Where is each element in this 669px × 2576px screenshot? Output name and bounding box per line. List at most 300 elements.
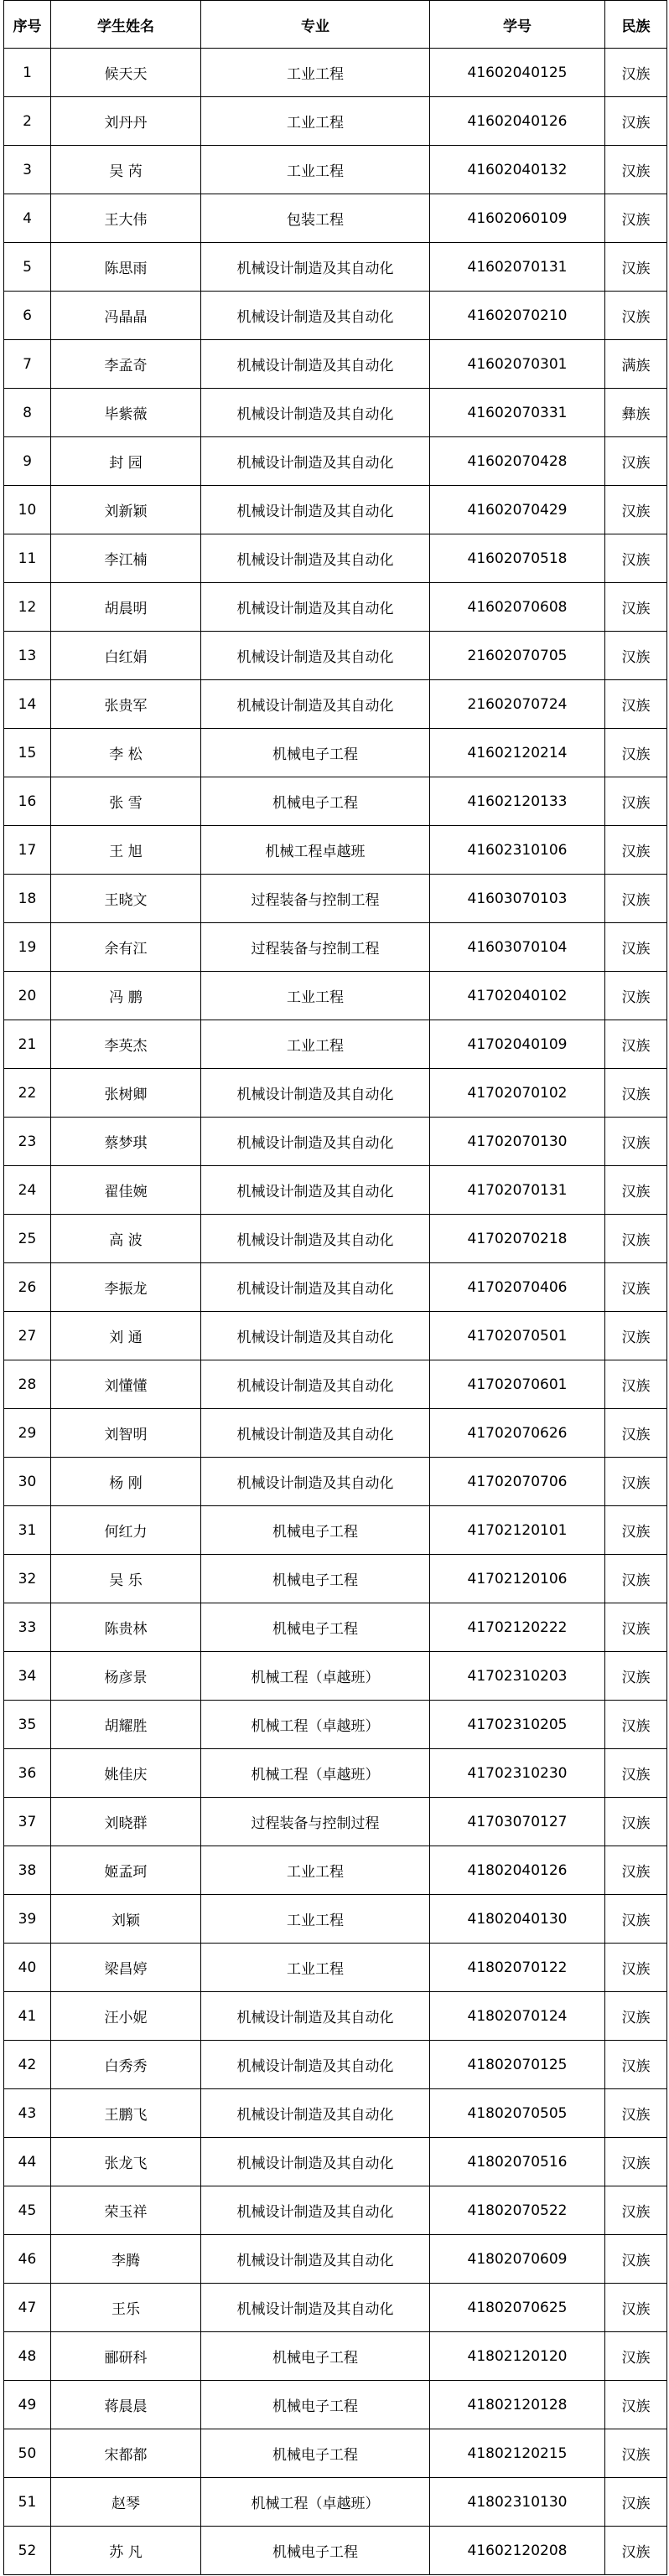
cell-index: 29 <box>4 1409 51 1458</box>
cell-index: 26 <box>4 1263 51 1312</box>
cell-major: 工业工程 <box>201 49 430 97</box>
cell-student-id: 41602070331 <box>430 389 605 437</box>
header-name: 学生姓名 <box>51 1 201 49</box>
cell-student-id: 41802070522 <box>430 2186 605 2235</box>
cell-index: 34 <box>4 1652 51 1701</box>
table-row <box>4 972 667 1020</box>
cell-name: 冯 鹏 <box>51 972 201 1020</box>
cell-ethnicity: 汉族 <box>605 875 667 923</box>
cell-index: 28 <box>4 1360 51 1409</box>
cell-ethnicity: 汉族 <box>605 1312 667 1360</box>
cell-index: 4 <box>4 194 51 243</box>
cell-major: 机械设计制造及其自动化 <box>201 243 430 292</box>
header-student-id: 学号 <box>430 1 605 49</box>
table-row <box>4 437 667 486</box>
cell-ethnicity: 汉族 <box>605 486 667 534</box>
table-row <box>4 777 667 826</box>
cell-major: 机械电子工程 <box>201 1506 430 1555</box>
table-row <box>4 243 667 292</box>
cell-major: 工业工程 <box>201 1895 430 1944</box>
cell-ethnicity: 汉族 <box>605 583 667 632</box>
cell-student-id: 41703070127 <box>430 1798 605 1846</box>
cell-major: 机械设计制造及其自动化 <box>201 2089 430 2138</box>
cell-name: 李孟奇 <box>51 340 201 389</box>
cell-student-id: 41702070218 <box>430 1215 605 1263</box>
cell-major: 机械电子工程 <box>201 2527 430 2575</box>
cell-index: 7 <box>4 340 51 389</box>
cell-name: 陈思雨 <box>51 243 201 292</box>
cell-name: 杨彦景 <box>51 1652 201 1701</box>
cell-ethnicity: 汉族 <box>605 1846 667 1895</box>
table-row <box>4 146 667 194</box>
table-row <box>4 389 667 437</box>
cell-student-id: 41602120214 <box>430 729 605 777</box>
cell-name: 吴 芮 <box>51 146 201 194</box>
cell-ethnicity: 汉族 <box>605 1992 667 2041</box>
table-row <box>4 2332 667 2381</box>
cell-major: 机械设计制造及其自动化 <box>201 2186 430 2235</box>
cell-name: 何红力 <box>51 1506 201 1555</box>
cell-major: 机械设计制造及其自动化 <box>201 583 430 632</box>
cell-major: 机械电子工程 <box>201 1555 430 1603</box>
cell-name: 张贵军 <box>51 680 201 729</box>
cell-major: 机械设计制造及其自动化 <box>201 389 430 437</box>
cell-ethnicity: 汉族 <box>605 1701 667 1749</box>
cell-major: 机械电子工程 <box>201 729 430 777</box>
cell-name: 荣玉祥 <box>51 2186 201 2235</box>
cell-major: 机械工程卓越班 <box>201 826 430 875</box>
cell-index: 44 <box>4 2138 51 2186</box>
cell-index: 40 <box>4 1944 51 1992</box>
cell-index: 2 <box>4 97 51 146</box>
cell-ethnicity: 汉族 <box>605 2381 667 2429</box>
cell-major: 机械电子工程 <box>201 2429 430 2478</box>
cell-index: 36 <box>4 1749 51 1798</box>
cell-index: 38 <box>4 1846 51 1895</box>
header-index: 序号 <box>4 1 51 49</box>
cell-index: 3 <box>4 146 51 194</box>
cell-ethnicity: 汉族 <box>605 2527 667 2575</box>
cell-name: 李 松 <box>51 729 201 777</box>
cell-name: 姬孟珂 <box>51 1846 201 1895</box>
cell-student-id: 41602040132 <box>430 146 605 194</box>
cell-name: 王乐 <box>51 2284 201 2332</box>
cell-major: 机械设计制造及其自动化 <box>201 340 430 389</box>
cell-ethnicity: 汉族 <box>605 1069 667 1118</box>
cell-student-id: 41702310203 <box>430 1652 605 1701</box>
cell-ethnicity: 彝族 <box>605 389 667 437</box>
cell-student-id: 21602070724 <box>430 680 605 729</box>
cell-index: 27 <box>4 1312 51 1360</box>
cell-index: 5 <box>4 243 51 292</box>
cell-index: 13 <box>4 632 51 680</box>
cell-ethnicity: 汉族 <box>605 1798 667 1846</box>
table-row <box>4 1652 667 1701</box>
table-row <box>4 680 667 729</box>
cell-ethnicity: 汉族 <box>605 1409 667 1458</box>
table-row <box>4 1069 667 1118</box>
cell-ethnicity: 汉族 <box>605 680 667 729</box>
cell-major: 机械设计制造及其自动化 <box>201 1312 430 1360</box>
cell-name: 蒋晨晨 <box>51 2381 201 2429</box>
cell-name: 蔡梦琪 <box>51 1118 201 1166</box>
table-row <box>4 292 667 340</box>
cell-major: 过程装备与控制过程 <box>201 1798 430 1846</box>
header-major: 专业 <box>201 1 430 49</box>
table-row <box>4 1701 667 1749</box>
cell-student-id: 41702120106 <box>430 1555 605 1603</box>
header-ethnicity: 民族 <box>605 1 667 49</box>
cell-name: 姚佳庆 <box>51 1749 201 1798</box>
cell-major: 机械设计制造及其自动化 <box>201 2284 430 2332</box>
cell-student-id: 41802040126 <box>430 1846 605 1895</box>
cell-ethnicity: 汉族 <box>605 632 667 680</box>
cell-student-id: 41802070124 <box>430 1992 605 2041</box>
table-row <box>4 1166 667 1215</box>
cell-ethnicity: 汉族 <box>605 1020 667 1069</box>
cell-ethnicity: 汉族 <box>605 1166 667 1215</box>
cell-major: 机械设计制造及其自动化 <box>201 292 430 340</box>
cell-major: 工业工程 <box>201 146 430 194</box>
cell-major: 机械设计制造及其自动化 <box>201 2235 430 2284</box>
cell-index: 11 <box>4 534 51 583</box>
cell-student-id: 41802070122 <box>430 1944 605 1992</box>
cell-student-id: 41603070103 <box>430 875 605 923</box>
table-row <box>4 1603 667 1652</box>
cell-student-id: 41802310130 <box>430 2478 605 2527</box>
cell-name: 梁昌婷 <box>51 1944 201 1992</box>
cell-ethnicity: 汉族 <box>605 146 667 194</box>
cell-index: 45 <box>4 2186 51 2235</box>
cell-ethnicity: 汉族 <box>605 2186 667 2235</box>
cell-name: 刘 通 <box>51 1312 201 1360</box>
cell-major: 机械设计制造及其自动化 <box>201 1458 430 1506</box>
cell-name: 高 波 <box>51 1215 201 1263</box>
cell-index: 10 <box>4 486 51 534</box>
cell-ethnicity: 汉族 <box>605 2284 667 2332</box>
table-row <box>4 1360 667 1409</box>
cell-name: 刘智明 <box>51 1409 201 1458</box>
cell-index: 23 <box>4 1118 51 1166</box>
cell-student-id: 41602120208 <box>430 2527 605 2575</box>
cell-student-id: 41602040125 <box>430 49 605 97</box>
cell-index: 51 <box>4 2478 51 2527</box>
cell-major: 机械工程（卓越班） <box>201 1652 430 1701</box>
cell-major: 机械设计制造及其自动化 <box>201 1118 430 1166</box>
cell-major: 机械设计制造及其自动化 <box>201 1166 430 1215</box>
cell-name: 胡耀胜 <box>51 1701 201 1749</box>
cell-index: 24 <box>4 1166 51 1215</box>
cell-major: 机械设计制造及其自动化 <box>201 534 430 583</box>
cell-index: 49 <box>4 2381 51 2429</box>
cell-name: 王晓文 <box>51 875 201 923</box>
cell-name: 张龙飞 <box>51 2138 201 2186</box>
cell-major: 机械设计制造及其自动化 <box>201 1992 430 2041</box>
cell-student-id: 41602060109 <box>430 194 605 243</box>
cell-ethnicity: 汉族 <box>605 1944 667 1992</box>
cell-student-id: 41802070625 <box>430 2284 605 2332</box>
cell-ethnicity: 汉族 <box>605 1506 667 1555</box>
student-table <box>3 0 667 2575</box>
cell-name: 刘晓群 <box>51 1798 201 1846</box>
cell-ethnicity: 汉族 <box>605 2041 667 2089</box>
table-row <box>4 2138 667 2186</box>
cell-student-id: 41602310106 <box>430 826 605 875</box>
cell-index: 8 <box>4 389 51 437</box>
cell-ethnicity: 汉族 <box>605 826 667 875</box>
cell-student-id: 41602070131 <box>430 243 605 292</box>
cell-index: 30 <box>4 1458 51 1506</box>
cell-student-id: 41802120215 <box>430 2429 605 2478</box>
cell-index: 31 <box>4 1506 51 1555</box>
cell-student-id: 41702070501 <box>430 1312 605 1360</box>
cell-index: 47 <box>4 2284 51 2332</box>
cell-name: 余有江 <box>51 923 201 972</box>
cell-index: 43 <box>4 2089 51 2138</box>
table-row <box>4 923 667 972</box>
table-row <box>4 2089 667 2138</box>
cell-ethnicity: 汉族 <box>605 2138 667 2186</box>
cell-index: 19 <box>4 923 51 972</box>
cell-index: 46 <box>4 2235 51 2284</box>
cell-index: 6 <box>4 292 51 340</box>
cell-major: 机械电子工程 <box>201 777 430 826</box>
cell-major: 机械工程（卓越班） <box>201 1749 430 1798</box>
cell-student-id: 41802070505 <box>430 2089 605 2138</box>
cell-index: 37 <box>4 1798 51 1846</box>
cell-index: 21 <box>4 1020 51 1069</box>
cell-ethnicity: 汉族 <box>605 2332 667 2381</box>
cell-major: 机械设计制造及其自动化 <box>201 437 430 486</box>
cell-ethnicity: 汉族 <box>605 1215 667 1263</box>
cell-name: 刘懂懂 <box>51 1360 201 1409</box>
cell-index: 50 <box>4 2429 51 2478</box>
table-row <box>4 632 667 680</box>
cell-name: 刘丹丹 <box>51 97 201 146</box>
cell-index: 14 <box>4 680 51 729</box>
cell-name: 毕紫薇 <box>51 389 201 437</box>
cell-ethnicity: 汉族 <box>605 1603 667 1652</box>
cell-major: 机械电子工程 <box>201 2381 430 2429</box>
cell-name: 候天天 <box>51 49 201 97</box>
cell-name: 李江楠 <box>51 534 201 583</box>
cell-name: 陈贵林 <box>51 1603 201 1652</box>
cell-student-id: 41602070518 <box>430 534 605 583</box>
cell-student-id: 41702310230 <box>430 1749 605 1798</box>
table-row <box>4 1020 667 1069</box>
cell-name: 刘新颖 <box>51 486 201 534</box>
cell-name: 冯晶晶 <box>51 292 201 340</box>
table-row <box>4 1312 667 1360</box>
table-row <box>4 583 667 632</box>
cell-name: 李腾 <box>51 2235 201 2284</box>
cell-student-id: 41702120101 <box>430 1506 605 1555</box>
cell-ethnicity: 汉族 <box>605 2478 667 2527</box>
cell-name: 封 园 <box>51 437 201 486</box>
cell-student-id: 41602070428 <box>430 437 605 486</box>
cell-ethnicity: 汉族 <box>605 777 667 826</box>
cell-student-id: 21602070705 <box>430 632 605 680</box>
cell-student-id: 41602070608 <box>430 583 605 632</box>
cell-name: 王鹏飞 <box>51 2089 201 2138</box>
cell-major: 工业工程 <box>201 1020 430 1069</box>
cell-student-id: 41602070429 <box>430 486 605 534</box>
cell-student-id: 41702070131 <box>430 1166 605 1215</box>
cell-major: 机械设计制造及其自动化 <box>201 1215 430 1263</box>
cell-index: 41 <box>4 1992 51 2041</box>
cell-major: 机械电子工程 <box>201 2332 430 2381</box>
cell-index: 39 <box>4 1895 51 1944</box>
cell-student-id: 41802040130 <box>430 1895 605 1944</box>
cell-student-id: 41702070706 <box>430 1458 605 1506</box>
cell-name: 汪小妮 <box>51 1992 201 2041</box>
cell-major: 机械工程（卓越班） <box>201 2478 430 2527</box>
cell-ethnicity: 汉族 <box>605 534 667 583</box>
cell-name: 赵琴 <box>51 2478 201 2527</box>
cell-student-id: 41602120133 <box>430 777 605 826</box>
table-row <box>4 1944 667 1992</box>
cell-ethnicity: 汉族 <box>605 1263 667 1312</box>
table-row <box>4 729 667 777</box>
cell-ethnicity: 汉族 <box>605 292 667 340</box>
cell-major: 机械设计制造及其自动化 <box>201 1069 430 1118</box>
table-body <box>4 49 667 2575</box>
table-row <box>4 534 667 583</box>
cell-major: 过程装备与控制工程 <box>201 923 430 972</box>
cell-major: 工业工程 <box>201 972 430 1020</box>
cell-ethnicity: 汉族 <box>605 194 667 243</box>
table-row <box>4 2284 667 2332</box>
cell-student-id: 41702310205 <box>430 1701 605 1749</box>
cell-ethnicity: 汉族 <box>605 2235 667 2284</box>
table-row <box>4 2235 667 2284</box>
cell-student-id: 41602070210 <box>430 292 605 340</box>
table-row <box>4 49 667 97</box>
table-row <box>4 2186 667 2235</box>
cell-index: 1 <box>4 49 51 97</box>
cell-major: 机械设计制造及其自动化 <box>201 680 430 729</box>
cell-name: 白秀秀 <box>51 2041 201 2089</box>
cell-major: 工业工程 <box>201 1846 430 1895</box>
table-row <box>4 875 667 923</box>
cell-student-id: 41702070102 <box>430 1069 605 1118</box>
table-row <box>4 194 667 243</box>
cell-ethnicity: 汉族 <box>605 2089 667 2138</box>
cell-name: 宋都都 <box>51 2429 201 2478</box>
cell-student-id: 41702070130 <box>430 1118 605 1166</box>
cell-name: 王大伟 <box>51 194 201 243</box>
table-row <box>4 1409 667 1458</box>
cell-student-id: 41802120128 <box>430 2381 605 2429</box>
cell-name: 翟佳婉 <box>51 1166 201 1215</box>
cell-index: 18 <box>4 875 51 923</box>
cell-name: 李英杰 <box>51 1020 201 1069</box>
cell-ethnicity: 汉族 <box>605 49 667 97</box>
cell-ethnicity: 汉族 <box>605 97 667 146</box>
cell-student-id: 41602070301 <box>430 340 605 389</box>
cell-name: 苏 凡 <box>51 2527 201 2575</box>
cell-ethnicity: 汉族 <box>605 1749 667 1798</box>
cell-index: 15 <box>4 729 51 777</box>
cell-major: 过程装备与控制工程 <box>201 875 430 923</box>
cell-index: 9 <box>4 437 51 486</box>
cell-index: 20 <box>4 972 51 1020</box>
cell-major: 工业工程 <box>201 1944 430 1992</box>
cell-ethnicity: 汉族 <box>605 1652 667 1701</box>
cell-ethnicity: 汉族 <box>605 437 667 486</box>
cell-name: 张树卿 <box>51 1069 201 1118</box>
table-row <box>4 1798 667 1846</box>
cell-student-id: 41702070601 <box>430 1360 605 1409</box>
cell-ethnicity: 汉族 <box>605 923 667 972</box>
cell-major: 机械设计制造及其自动化 <box>201 486 430 534</box>
cell-ethnicity: 满族 <box>605 340 667 389</box>
table-row <box>4 2478 667 2527</box>
table-row <box>4 1895 667 1944</box>
cell-ethnicity: 汉族 <box>605 1118 667 1166</box>
table-row <box>4 340 667 389</box>
cell-major: 机械设计制造及其自动化 <box>201 632 430 680</box>
cell-ethnicity: 汉族 <box>605 1458 667 1506</box>
cell-student-id: 41702070626 <box>430 1409 605 1458</box>
table-row <box>4 2041 667 2089</box>
table-row <box>4 1749 667 1798</box>
cell-index: 42 <box>4 2041 51 2089</box>
cell-name: 白红娟 <box>51 632 201 680</box>
table-header-row <box>4 1 667 49</box>
cell-ethnicity: 汉族 <box>605 1555 667 1603</box>
table-row <box>4 1555 667 1603</box>
cell-ethnicity: 汉族 <box>605 972 667 1020</box>
cell-major: 机械设计制造及其自动化 <box>201 2041 430 2089</box>
cell-index: 25 <box>4 1215 51 1263</box>
cell-index: 52 <box>4 2527 51 2575</box>
table-row <box>4 1846 667 1895</box>
table-row <box>4 2429 667 2478</box>
cell-major: 包装工程 <box>201 194 430 243</box>
cell-name: 胡晨明 <box>51 583 201 632</box>
table-row <box>4 486 667 534</box>
cell-index: 17 <box>4 826 51 875</box>
table-row <box>4 1458 667 1506</box>
cell-student-id: 41802070609 <box>430 2235 605 2284</box>
table-row <box>4 1215 667 1263</box>
cell-index: 48 <box>4 2332 51 2381</box>
cell-name: 李振龙 <box>51 1263 201 1312</box>
cell-index: 16 <box>4 777 51 826</box>
cell-major: 机械电子工程 <box>201 1603 430 1652</box>
cell-name: 郦研科 <box>51 2332 201 2381</box>
cell-student-id: 41603070104 <box>430 923 605 972</box>
cell-name: 吴 乐 <box>51 1555 201 1603</box>
table-row <box>4 1118 667 1166</box>
cell-student-id: 41702070406 <box>430 1263 605 1312</box>
cell-major: 机械设计制造及其自动化 <box>201 1263 430 1312</box>
table-row <box>4 1992 667 2041</box>
cell-student-id: 41702040109 <box>430 1020 605 1069</box>
cell-major: 机械设计制造及其自动化 <box>201 1409 430 1458</box>
cell-ethnicity: 汉族 <box>605 1895 667 1944</box>
cell-student-id: 41602040126 <box>430 97 605 146</box>
cell-student-id: 41802070516 <box>430 2138 605 2186</box>
cell-name: 王 旭 <box>51 826 201 875</box>
table-row <box>4 826 667 875</box>
cell-index: 32 <box>4 1555 51 1603</box>
table-row <box>4 2527 667 2575</box>
cell-student-id: 41702040102 <box>430 972 605 1020</box>
table-row <box>4 97 667 146</box>
cell-name: 刘颖 <box>51 1895 201 1944</box>
